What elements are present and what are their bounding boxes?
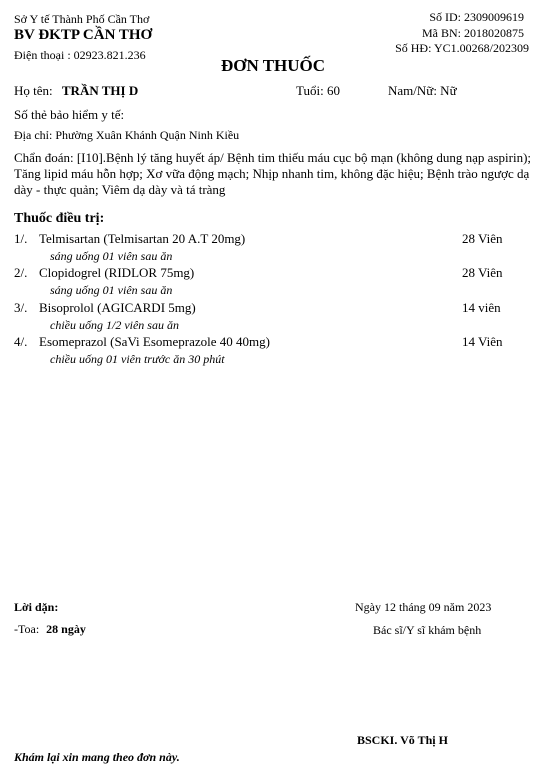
med-quantity: 28 Viên — [462, 265, 503, 280]
med-name: Clopidogrel (RIDLOR 75mg) — [39, 265, 195, 280]
toa-row — [14, 622, 86, 637]
med-instruction: sáng uống 01 viên sau ăn — [50, 283, 173, 297]
med-quantity: 14 Viên — [462, 334, 503, 349]
revisit-note: Khám lại xin mang theo đơn này. — [14, 750, 180, 764]
medications-heading: Thuốc điều trị: — [14, 211, 105, 226]
med-index: 3/. — [14, 300, 28, 315]
patient-name: TRẦN THỊ D — [61, 83, 139, 98]
insurance-number: Số thẻ bảo hiểm y tế: — [14, 107, 125, 122]
patient-name-label: Họ tên: — [14, 83, 53, 98]
patient-age: Tuổi: 60 — [296, 83, 340, 98]
med-quantity: 28 Viên — [462, 231, 503, 246]
med-name: Telmisartan (Telmisartan 20 A.T 20mg) — [39, 231, 246, 246]
med-instruction: chiều uống 1/2 viên sau ăn — [50, 318, 179, 332]
med-name: Esomeprazol (SaVi Esomeprazole 40 40mg) — [39, 334, 270, 349]
toa-value: 28 ngày — [46, 622, 86, 636]
toa-label: -Toa: — [14, 622, 40, 636]
hospital-name: BV ĐKTP CẦN THƠ — [14, 27, 153, 43]
advice-label: Lời dặn: — [14, 600, 59, 614]
med-name: Bisoprolol (AGICARDI 5mg) — [39, 300, 196, 315]
patient-address: Địa chỉ: Phường Xuân Khánh Quận Ninh Kiều — [14, 128, 240, 142]
invoice-number: Số HĐ: YC1.00268/202309 — [395, 41, 529, 55]
record-id: Số ID: 2309009619 — [429, 10, 524, 24]
med-quantity: 14 viên — [462, 300, 501, 315]
prescription-date: Ngày 12 tháng 09 năm 2023 — [355, 600, 492, 614]
med-instruction: chiều uống 01 viên trước ăn 30 phút — [50, 352, 225, 366]
diagnosis: Chẩn đoán: [I10].Bệnh lý tăng huyết áp/ Bệnh tim thiếu máu cục bộ mạn (không dung nạp aspirin); Tăng lipid máu hỗn hợp; Xơ vữa động mạch; Nhịp nhanh tim, không đặc hiệu; Bệnh trào ngược dạ dày - thực quản; Viêm dạ dày và tá tràng — [14, 150, 532, 197]
patient-code: Mã BN: 2018020875 — [422, 26, 524, 40]
hospital-phone: Điện thoại : 02923.821.236 — [14, 48, 146, 62]
doctor-name: BSCKI. Võ Thị H — [357, 733, 448, 747]
med-index: 2/. — [14, 265, 28, 280]
page-title: ĐƠN THUỐC — [220, 56, 326, 75]
med-index: 4/. — [14, 334, 28, 349]
patient-name-row — [14, 83, 138, 99]
patient-gender: Nam/Nữ: Nữ — [388, 83, 457, 98]
department-name: Sở Y tế Thành Phố Cần Thơ — [14, 12, 150, 26]
doctor-title: Bác sĩ/Y sĩ khám bệnh — [373, 623, 482, 637]
med-instruction: sáng uống 01 viên sau ăn — [50, 249, 173, 263]
med-index: 1/. — [14, 231, 28, 246]
